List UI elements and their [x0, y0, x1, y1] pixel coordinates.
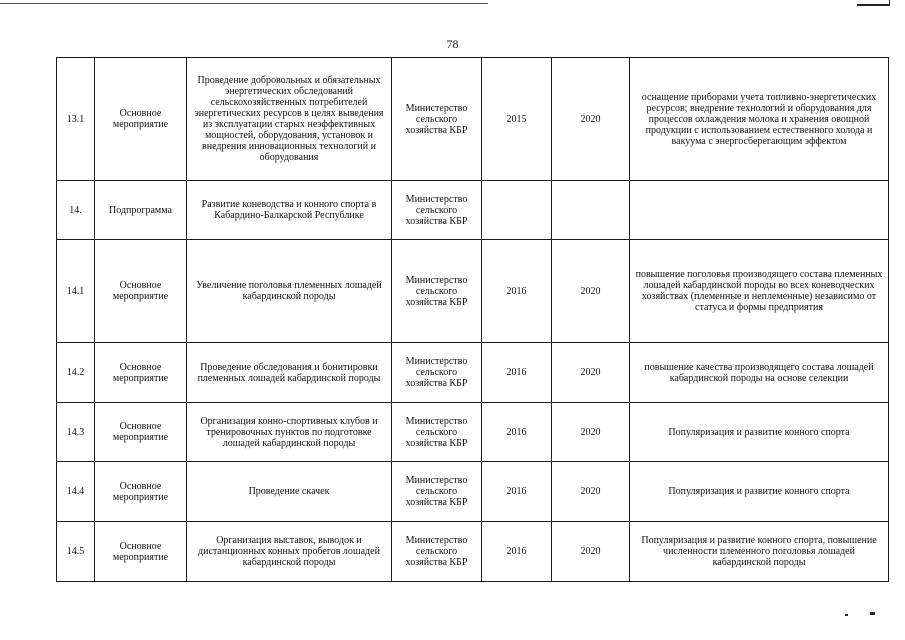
table-row: [57, 522, 889, 582]
row-measure-name: Проведение скачек: [187, 462, 392, 522]
row-start-year: 2016: [482, 462, 552, 522]
measures-table: [56, 57, 889, 582]
row-number: 14.: [57, 181, 95, 240]
row-end-year: 2020: [552, 343, 630, 403]
table-row: [57, 58, 889, 181]
scan-edge-tick: [889, 0, 890, 6]
row-result: Популяризация и развитие конного спорта: [630, 462, 889, 522]
row-end-year: [552, 181, 630, 240]
row-type: Основное мероприятие: [95, 403, 187, 462]
row-measure-name: Увеличение поголовья племенных лошадей кабардинской породы: [187, 240, 392, 343]
row-executor: Министерство сельского хозяйства КБР: [392, 58, 482, 181]
scan-edge-mark: [857, 4, 889, 6]
row-measure-name: Проведение обследования и бонитировки племенных лошадей кабардинской породы: [187, 343, 392, 403]
row-result: [630, 181, 889, 240]
row-executor: Министерство сельского хозяйства КБР: [392, 240, 482, 343]
table-row: [57, 462, 889, 522]
scan-speck: [870, 612, 875, 615]
row-type: Основное мероприятие: [95, 343, 187, 403]
row-executor: Министерство сельского хозяйства КБР: [392, 462, 482, 522]
scan-speck: [845, 614, 848, 616]
table-row: [57, 343, 889, 403]
row-number: 14.2: [57, 343, 95, 403]
table-row: [57, 403, 889, 462]
row-executor: Министерство сельского хозяйства КБР: [392, 181, 482, 240]
page-number: 78: [446, 37, 459, 51]
row-number: 14.1: [57, 240, 95, 343]
table-row: [57, 181, 889, 240]
row-type: Основное мероприятие: [95, 522, 187, 582]
row-end-year: 2020: [552, 522, 630, 582]
scan-edge-line: [0, 3, 488, 4]
row-end-year: 2020: [552, 240, 630, 343]
row-type: Основное мероприятие: [95, 240, 187, 343]
row-end-year: 2020: [552, 403, 630, 462]
row-result: оснащение приборами учета топливно-энергетических ресурсов; внедрение технологий и оборудования для процессов охлаждения молока и хранения овощной продукции с использованием естественного холода и вакуума с энергосберегающим эффектом: [630, 58, 889, 181]
row-type: Основное мероприятие: [95, 462, 187, 522]
row-number: 14.4: [57, 462, 95, 522]
row-start-year: 2015: [482, 58, 552, 181]
row-start-year: 2016: [482, 240, 552, 343]
table-body: [57, 58, 889, 582]
row-result: Популяризация и развитие конного спорта, повышение численности племенного поголовья лошадей кабардинской породы: [630, 522, 889, 582]
table-row: [57, 240, 889, 343]
row-end-year: 2020: [552, 462, 630, 522]
row-start-year: [482, 181, 552, 240]
row-result: Популяризация и развитие конного спорта: [630, 403, 889, 462]
row-start-year: 2016: [482, 403, 552, 462]
row-measure-name: Организация выставок, выводок и дистанционных конных пробегов лошадей кабардинской породы: [187, 522, 392, 582]
row-type: Подпрограмма: [95, 181, 187, 240]
row-executor: Министерство сельского хозяйства КБР: [392, 403, 482, 462]
row-measure-name: Организация конно-спортивных клубов и тренировочных пунктов по подготовке лошадей кабардинской породы: [187, 403, 392, 462]
row-number: 14.3: [57, 403, 95, 462]
row-type: Основное мероприятие: [95, 58, 187, 181]
row-result: повышение поголовья производящего состава племенных лошадей кабардинской породы во всех коневодческих хозяйствах (племенные и неплеменные) независимо от статуса и формы предприятия: [630, 240, 889, 343]
row-number: 13.1: [57, 58, 95, 181]
row-start-year: 2016: [482, 343, 552, 403]
row-result: повышение качества производящего состава лошадей кабардинской породы на основе селекции: [630, 343, 889, 403]
row-end-year: 2020: [552, 58, 630, 181]
row-executor: Министерство сельского хозяйства КБР: [392, 343, 482, 403]
row-number: 14.5: [57, 522, 95, 582]
row-measure-name: Развитие коневодства и конного спорта в Кабардино-Балкарской Республике: [187, 181, 392, 240]
row-measure-name: Проведение добровольных и обязательных энергетических обследований сельскохозяйственных потребителей энергетических ресурсов в целях выведения из эксплуатации старых неэффективных мощностей, оборудования, установок и внедрения инновационных технологий и оборудования: [187, 58, 392, 181]
row-executor: Министерство сельского хозяйства КБР: [392, 522, 482, 582]
row-start-year: 2016: [482, 522, 552, 582]
